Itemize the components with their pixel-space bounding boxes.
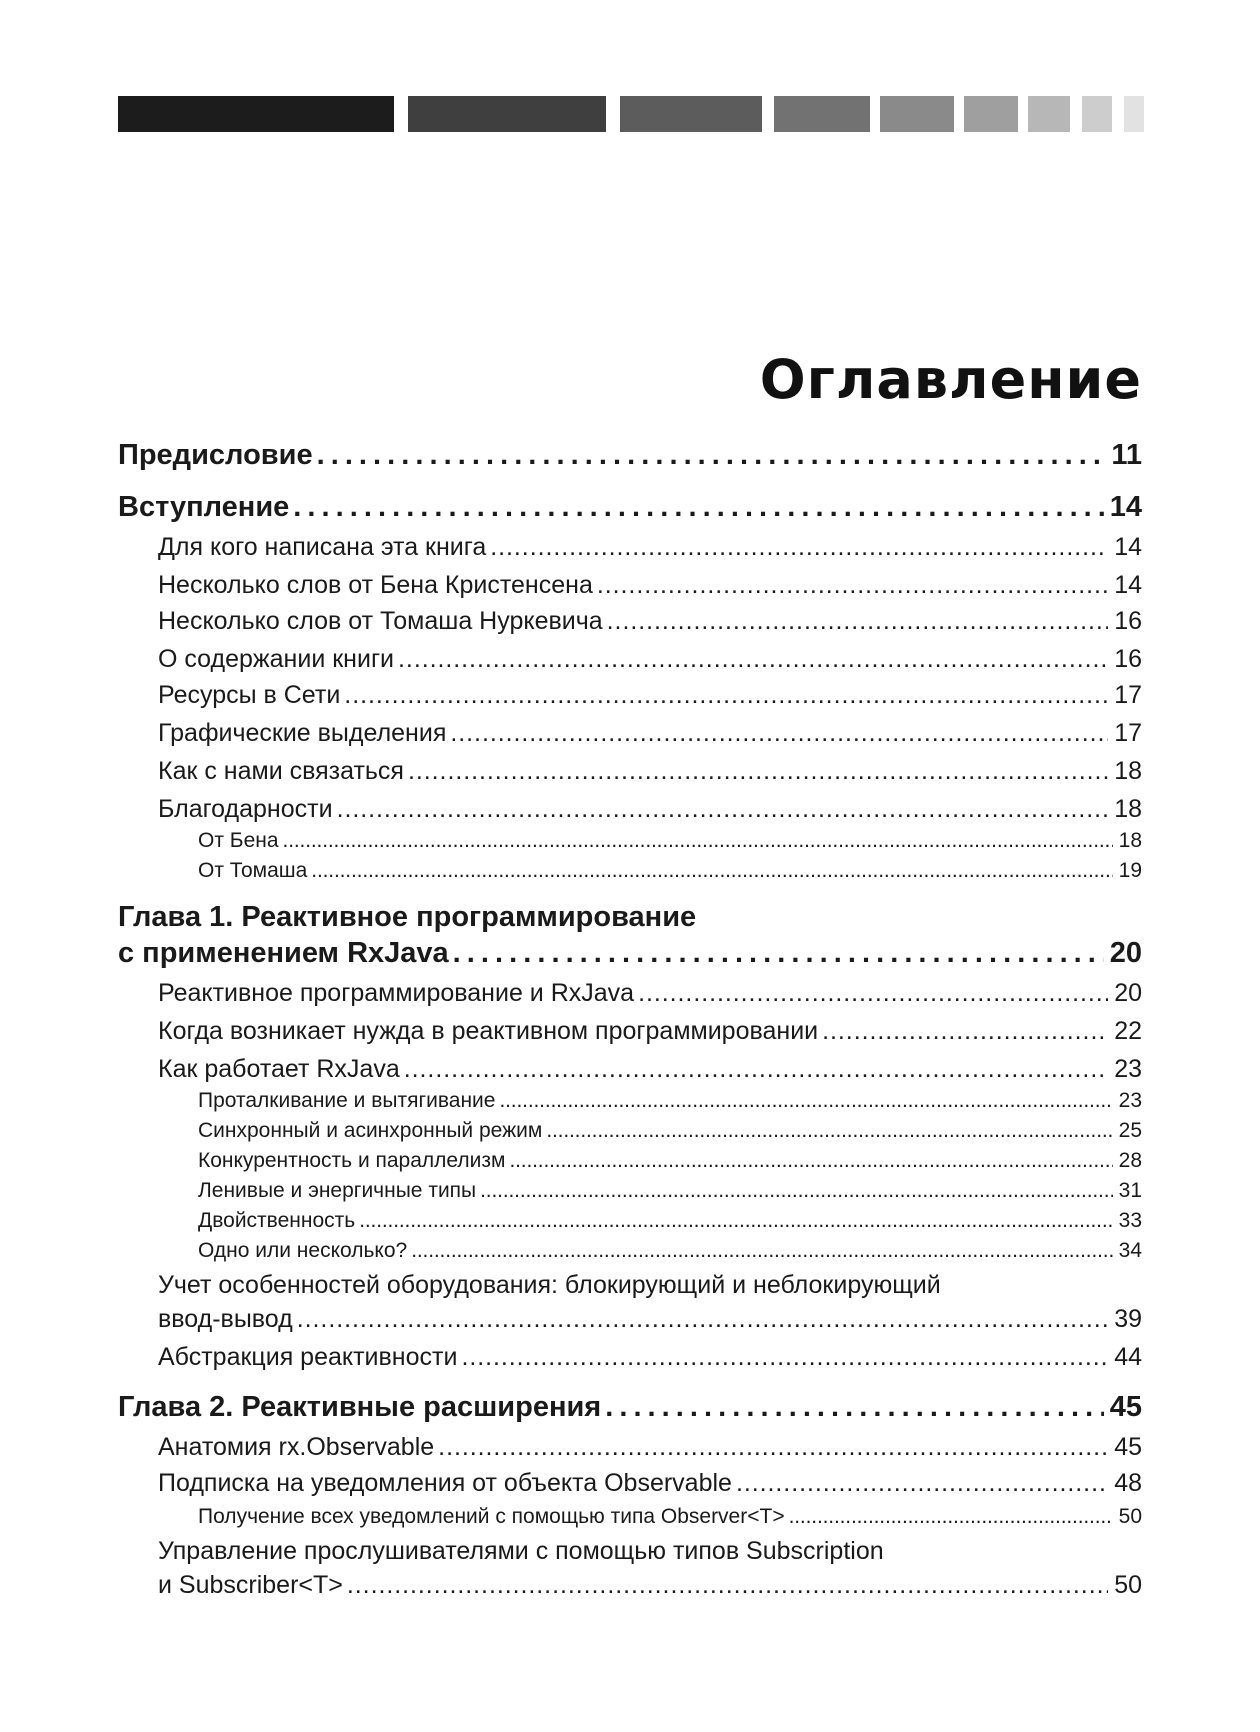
toc-page-number: 17 <box>1114 719 1142 747</box>
toc-entry[interactable] <box>198 1209 1142 1233</box>
toc-entry[interactable] <box>198 829 1142 853</box>
toc-title-line: Глава 1. Реактивное программирование <box>118 901 697 933</box>
toc-entry-title: и Subscriber<T> <box>158 1571 343 1599</box>
toc-entry-title: Реактивное программирование и RxJava <box>158 979 635 1007</box>
header-bar-segment <box>118 96 394 132</box>
toc-leader-dots <box>398 645 1108 674</box>
header-bar-segment <box>620 96 762 132</box>
toc-leader-dots <box>453 937 1104 970</box>
toc-page-number: 20 <box>1109 937 1142 969</box>
toc-page-number: 16 <box>1114 645 1142 673</box>
toc-entry[interactable] <box>158 1055 1142 1084</box>
toc-entry-title: Несколько слов от Томаша Нуркевича <box>158 607 603 635</box>
toc-page-number: 11 <box>1111 439 1142 471</box>
toc-leader-dots <box>317 439 1106 472</box>
toc-entry[interactable] <box>158 1571 1142 1600</box>
toc-page-number: 16 <box>1114 607 1142 635</box>
toc-entry[interactable] <box>118 491 1142 524</box>
toc-leader-dots <box>311 859 1112 883</box>
toc-leader-dots <box>499 1089 1112 1113</box>
toc-page-number: 39 <box>1114 1305 1142 1333</box>
toc-entry-title: Одно или несколько? <box>198 1239 408 1262</box>
header-bar-segment <box>964 96 1018 132</box>
toc-entry-title: О содержании книги <box>158 645 395 673</box>
toc-entry[interactable] <box>158 1343 1142 1372</box>
toc-leader-dots <box>605 1391 1104 1424</box>
toc-entry-title: Анатомия rx.Observable <box>158 1433 435 1461</box>
header-bar-segment <box>408 96 606 132</box>
toc-leader-dots <box>293 491 1103 524</box>
toc-entry-title: Графические выделения <box>158 719 447 747</box>
header-bar-segment <box>1082 96 1112 132</box>
toc-leader-dots <box>359 1209 1112 1233</box>
header-bar-segment <box>774 96 870 132</box>
toc-entry-title: Глава 2. Реактивные расширения <box>118 1391 602 1423</box>
toc-entry-title: Как работает RxJava <box>158 1055 400 1083</box>
toc-leader-dots <box>736 1469 1108 1498</box>
toc-leader-dots <box>337 795 1109 824</box>
toc-entry[interactable] <box>198 1179 1142 1203</box>
toc-title-line: Управление прослушивателями с помощью типов Subscription <box>158 1537 884 1565</box>
toc-page-number: 44 <box>1114 1343 1142 1371</box>
toc-leader-dots <box>411 1239 1112 1263</box>
toc-entry[interactable] <box>158 571 1142 600</box>
toc-page-number: 28 <box>1118 1149 1142 1172</box>
toc-entry[interactable] <box>158 645 1142 674</box>
toc-page-number: 34 <box>1118 1239 1142 1262</box>
toc-page-number: 14 <box>1109 491 1142 523</box>
toc-entry[interactable] <box>158 607 1142 636</box>
toc-page-number: 17 <box>1114 681 1142 709</box>
toc-title-line: Учет особенностей оборудования: блокирующий и неблокирующий <box>158 1271 941 1299</box>
toc-entry-title: Синхронный и асинхронный режим <box>198 1119 543 1142</box>
toc-entry-title: Как с нами связаться <box>158 757 404 785</box>
toc-entry[interactable] <box>158 533 1142 562</box>
toc-page-number: 22 <box>1114 1017 1142 1045</box>
toc-leader-dots <box>450 719 1108 748</box>
toc-entry-title: Подписка на уведомления от объекта Observable <box>158 1469 732 1497</box>
toc-entry-title: От Томаша <box>198 859 308 882</box>
toc-entry[interactable] <box>158 795 1142 824</box>
page-title: Оглавление <box>759 348 1142 412</box>
toc-entry-title: Благодарности <box>158 795 333 823</box>
toc-page-number: 50 <box>1114 1571 1142 1599</box>
toc-page-number: 14 <box>1114 533 1142 561</box>
header-bar-segment <box>1124 96 1144 132</box>
toc-entry[interactable] <box>198 1089 1142 1113</box>
toc-entry[interactable] <box>158 1017 1142 1046</box>
toc-entry[interactable] <box>118 937 1142 970</box>
toc-entry[interactable] <box>158 719 1142 748</box>
toc-entry-title: Вступление <box>118 491 290 523</box>
toc-entry[interactable] <box>158 757 1142 786</box>
toc-entry[interactable] <box>158 1305 1142 1334</box>
toc-page-number: 20 <box>1114 979 1142 1007</box>
toc-entry[interactable] <box>198 1505 1142 1529</box>
toc-entry[interactable] <box>198 859 1142 883</box>
toc-entry-title: Для кого написана эта книга <box>158 533 487 561</box>
toc-entry-title: Конкурентность и параллелизм <box>198 1149 506 1172</box>
toc-leader-dots <box>408 757 1108 786</box>
toc-entry-title: Ленивые и энергичные типы <box>198 1179 477 1202</box>
toc-entry[interactable] <box>198 1149 1142 1173</box>
toc-page-number: 33 <box>1118 1209 1142 1232</box>
toc-page-number: 23 <box>1114 1055 1142 1083</box>
toc-entry[interactable] <box>118 439 1142 472</box>
toc-page-number: 18 <box>1118 829 1142 852</box>
toc-leader-dots <box>438 1433 1108 1462</box>
toc-entry[interactable] <box>198 1239 1142 1263</box>
toc-leader-dots <box>344 681 1108 710</box>
toc-entry[interactable] <box>158 681 1142 710</box>
toc-entry[interactable] <box>198 1119 1142 1143</box>
toc-leader-dots <box>546 1119 1112 1143</box>
toc-leader-dots <box>461 1343 1108 1372</box>
toc-page-number: 25 <box>1118 1119 1142 1142</box>
toc-page-number: 45 <box>1114 1433 1142 1461</box>
toc-entry[interactable] <box>158 979 1142 1008</box>
toc-page-number: 50 <box>1118 1505 1142 1528</box>
toc-leader-dots <box>597 571 1108 600</box>
toc-entry[interactable] <box>158 1469 1142 1498</box>
toc-leader-dots <box>490 533 1108 562</box>
toc-page-number: 45 <box>1109 1391 1142 1423</box>
toc-leader-dots <box>607 607 1109 636</box>
toc-leader-dots <box>404 1055 1108 1084</box>
toc-entry[interactable] <box>158 1433 1142 1462</box>
toc-leader-dots <box>297 1305 1108 1334</box>
toc-entry[interactable] <box>118 1391 1142 1424</box>
toc-leader-dots <box>283 829 1113 853</box>
toc-entry-title: Несколько слов от Бена Кристенсена <box>158 571 593 599</box>
toc-entry-title: Предисловие <box>118 439 313 471</box>
header-bar-segment <box>1028 96 1070 132</box>
toc-entry-title: Двойственность <box>198 1209 356 1232</box>
toc-page-number: 19 <box>1118 859 1142 882</box>
toc-entry-title: Абстракция реактивности <box>158 1343 458 1371</box>
toc-leader-dots <box>638 979 1108 1008</box>
toc-entry-title: Проталкивание и вытягивание <box>198 1089 496 1112</box>
toc-leader-dots <box>480 1179 1113 1203</box>
toc-entry-title: Ресурсы в Сети <box>158 681 341 709</box>
toc-leader-dots <box>347 1571 1108 1600</box>
toc-entry-title: От Бена <box>198 829 279 852</box>
toc-leader-dots <box>509 1149 1112 1173</box>
toc-leader-dots <box>822 1017 1108 1046</box>
toc-entry-title: Когда возникает нужда в реактивном программировании <box>158 1017 819 1045</box>
toc-entry-title: ввод-вывод <box>158 1305 293 1333</box>
toc-page-number: 31 <box>1118 1179 1142 1202</box>
toc-entry-title: с применением RxJava <box>118 937 449 969</box>
toc-entry-title: Получение всех уведомлений с помощью типа Observer<T> <box>198 1505 785 1528</box>
header-bar-segment <box>880 96 954 132</box>
toc-page-number: 18 <box>1114 795 1142 823</box>
toc-page-number: 23 <box>1118 1089 1142 1112</box>
toc-page-number: 14 <box>1114 571 1142 599</box>
toc-page-number: 18 <box>1114 757 1142 785</box>
toc-page-number: 48 <box>1114 1469 1142 1497</box>
toc-leader-dots <box>789 1505 1113 1529</box>
